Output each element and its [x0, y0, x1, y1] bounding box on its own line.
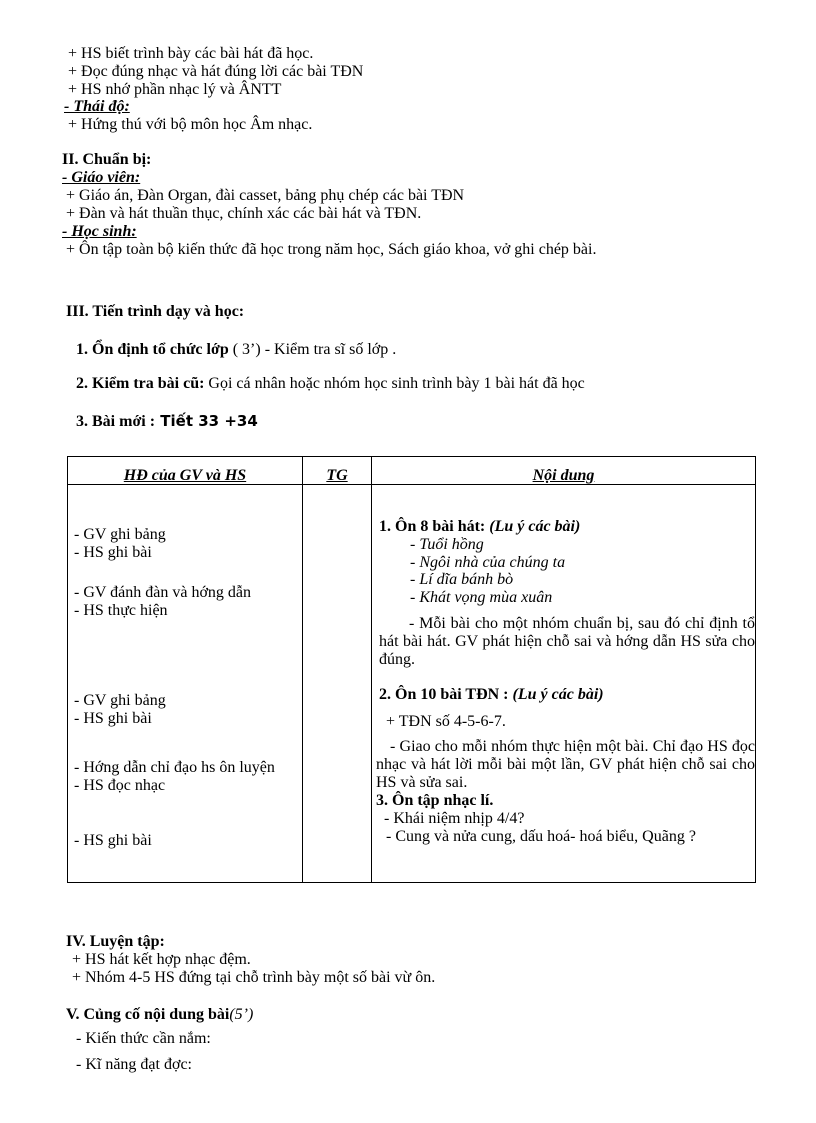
- section5-line-2: - Kĩ năng đạt đợc:: [76, 1056, 192, 1073]
- step2-label: 2. Kiểm tra bài cũ:: [76, 375, 205, 392]
- activity-cell: [68, 485, 303, 883]
- time-cell: [303, 485, 372, 883]
- section5-title: V. Củng cố nội dung bài: [66, 1006, 230, 1023]
- content-cell: [372, 485, 756, 883]
- section3-title: III. Tiến trình dạy và học:: [66, 303, 245, 320]
- part2-desc: - Giao cho mỗi nhóm thực hiện một bài. Chỉ đạo HS đọc nhạc và hát lời mỗi bài một lần, GV phát hiện chỗ sai cho HS và sửa sai.: [376, 738, 755, 791]
- step3: [76, 412, 258, 431]
- step2: [76, 375, 585, 393]
- left-item: - HS ghi bài: [74, 710, 152, 727]
- student-line: + Ôn tập toàn bộ kiến thức đã học trong năm học, Sách giáo khoa, vở ghi chép bài.: [66, 241, 597, 258]
- step1-text: ( 3’) - Kiểm tra sĩ số lớp .: [228, 341, 397, 358]
- section4-line-2: + Nhóm 4-5 HS đứng tại chỗ trình bày một số bài vừ ôn.: [72, 969, 436, 986]
- attitude-label: - Thái độ:: [64, 98, 130, 115]
- section4-line-1: + HS hát kết hợp nhạc đệm.: [72, 951, 251, 968]
- part2-heading: [379, 686, 604, 704]
- intro-line-1: + HS biết trình bày các bài hát đã học.: [68, 45, 314, 62]
- song-item: - Khát vọng mùa xuân: [410, 589, 553, 606]
- part2-title: 2. Ôn 10 bài TĐN :: [379, 686, 509, 703]
- intro-line-3: + HS nhớ phần nhạc lý và ÂNTT: [68, 81, 282, 98]
- teacher-label: - Giáo viên:: [62, 169, 141, 186]
- part2-item: + TĐN số 4-5-6-7.: [386, 713, 506, 730]
- left-item: - GV đánh đàn và hớng dẫn: [74, 584, 252, 601]
- teacher-line-1: + Giáo án, Đàn Organ, đài casset, bảng phụ chép các bài TĐN: [66, 187, 465, 204]
- intro-line-2: + Đọc đúng nhạc và hát đúng lời các bài TĐN: [68, 63, 364, 80]
- lesson-table: [67, 456, 756, 883]
- part3-item: - Khái niệm nhịp 4/4?: [384, 810, 525, 827]
- left-item: - HS ghi bài: [74, 832, 152, 849]
- part1-heading: [379, 518, 580, 536]
- left-item: - HS ghi bài: [74, 544, 152, 561]
- header-activity: HĐ của GV và HS: [68, 457, 303, 485]
- section5-time: (5’): [229, 1006, 254, 1023]
- step3-text: Tiết 33 +34: [155, 412, 258, 430]
- part1-title: 1. Ôn 8 bài hát:: [379, 518, 486, 535]
- left-item: - Hớng dẫn chỉ đạo hs ôn luyện: [74, 759, 275, 776]
- section5-line-1: - Kiến thức cần nắm:: [76, 1030, 211, 1047]
- table-header-row: [68, 457, 756, 485]
- part2-note: (Lu ý các bài): [512, 686, 604, 703]
- part3-item: - Cung và nửa cung, dấu hoá- hoá biểu, Quãng ?: [386, 828, 696, 845]
- step3-label: 3. Bài mới :: [76, 413, 156, 430]
- song-item: - Lí dĩa bánh bò: [410, 571, 514, 588]
- section5-heading: [66, 1006, 253, 1024]
- song-item: - Ngôi nhà của chúng ta: [410, 554, 566, 571]
- step1: [76, 341, 396, 359]
- student-label: - Học sinh:: [62, 223, 137, 240]
- header-time: TG: [303, 457, 372, 485]
- left-item: - HS thực hiện: [74, 602, 168, 619]
- attitude-line: + Hứng thú với bộ môn học Âm nhạc.: [68, 116, 313, 133]
- left-item: - GV ghi bảng: [74, 526, 166, 543]
- left-item: - GV ghi bảng: [74, 692, 166, 709]
- part1-note: (Lu ý các bài): [489, 518, 581, 535]
- step1-label: 1. Ổn định tổ chức lớp: [76, 341, 229, 358]
- left-item: - HS đọc nhạc: [74, 777, 166, 794]
- table-body-row: [68, 485, 756, 883]
- section4-title: IV. Luyện tập:: [66, 933, 165, 950]
- header-content: Nội dung: [372, 457, 756, 485]
- part3-title: 3. Ôn tập nhạc lí.: [376, 792, 494, 809]
- teacher-line-2: + Đàn và hát thuần thục, chính xác các bài hát và TĐN.: [66, 205, 422, 222]
- song-item: - Tuổi hồng: [410, 536, 484, 553]
- step2-text: Gọi cá nhân hoặc nhóm học sinh trình bày 1 bài hát đã học: [204, 375, 585, 392]
- section2-title: II. Chuẩn bị:: [62, 151, 152, 168]
- part1-desc: - Mỗi bài cho một nhóm chuẩn bị, sau đó chỉ định tổ hát bài hát. GV phát hiện chỗ sai và hớng dẫn HS sửa cho đúng.: [379, 615, 755, 668]
